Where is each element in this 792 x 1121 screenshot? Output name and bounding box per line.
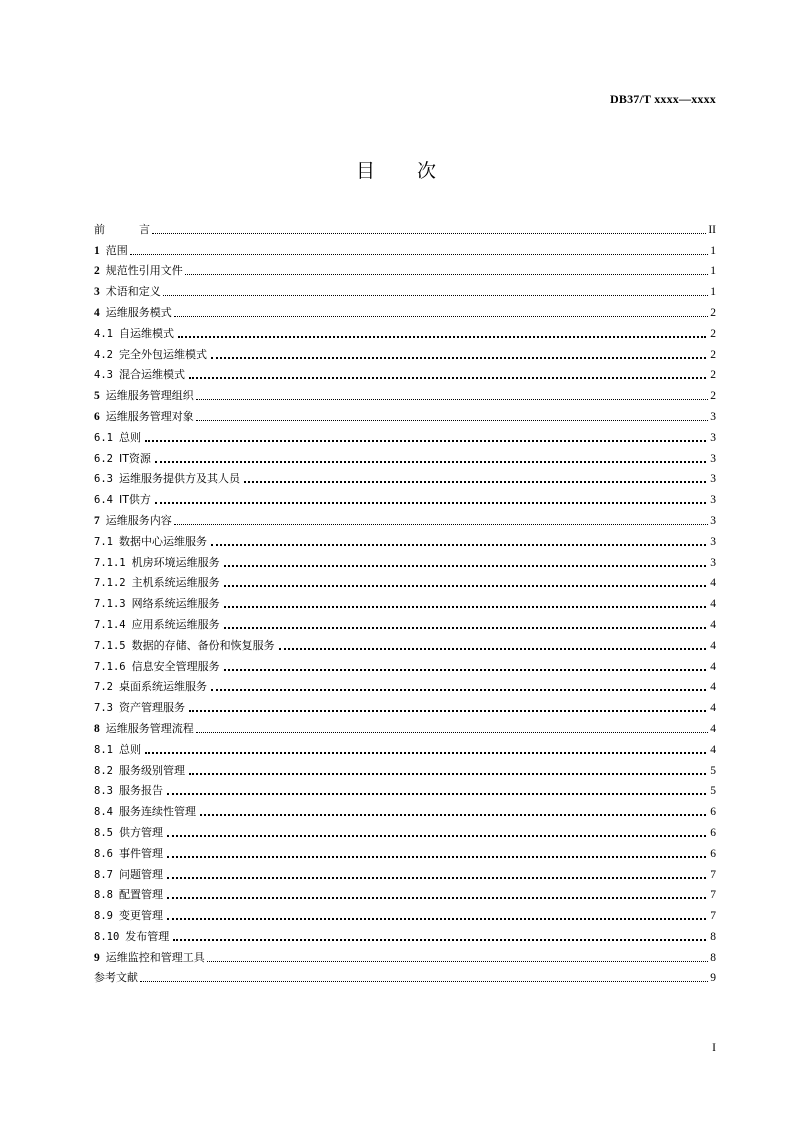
- toc-entry-title: 言: [139, 222, 150, 236]
- toc-entry-page: 6: [710, 806, 716, 819]
- dot-leader: [189, 710, 706, 712]
- toc-entry-number: 8.7: [94, 868, 113, 881]
- toc-entry-title: 运维服务模式: [105, 305, 172, 319]
- toc-entry-page: 8: [710, 951, 716, 964]
- toc-entry[interactable]: [94, 778, 716, 799]
- toc-entry-page: 7: [710, 910, 716, 923]
- toc-entry-page: 2: [710, 369, 716, 382]
- dot-leader: [155, 502, 706, 504]
- toc-entry-number: 8.4: [94, 806, 113, 819]
- dot-leader: [279, 648, 706, 650]
- toc-entry-label: [94, 804, 196, 819]
- dot-leader: [130, 254, 708, 255]
- toc-entry-label: [94, 763, 185, 778]
- toc-entry-number: 7.1.1: [94, 556, 126, 569]
- toc-entry-title: 主机系统运维服务: [131, 576, 220, 590]
- toc-entry-page: 4: [710, 618, 716, 631]
- toc-entry-page: 7: [710, 889, 716, 902]
- toc-entry[interactable]: [94, 216, 716, 237]
- toc-entry-number: 8.2: [94, 764, 113, 777]
- toc-entry-title: 网络系统运维服务: [131, 597, 220, 611]
- toc-entry[interactable]: [94, 570, 716, 591]
- dot-leader: [152, 233, 706, 234]
- toc-entry-number: 4: [94, 306, 100, 319]
- toc-entry-number: 1: [94, 244, 100, 257]
- toc-entry-label: [94, 430, 141, 445]
- toc-entry[interactable]: [94, 965, 716, 986]
- toc-entry-number: 8.1: [94, 743, 113, 756]
- toc-entry-page: 6: [710, 826, 716, 839]
- toc-entry-label: [94, 471, 240, 486]
- toc-entry[interactable]: [94, 258, 716, 279]
- toc-entry[interactable]: [94, 902, 716, 923]
- toc-entry-page: 2: [710, 327, 716, 340]
- toc-entry-page: 1: [710, 286, 716, 299]
- toc-entry-number: 6: [94, 410, 100, 423]
- toc-entry-label: [94, 555, 220, 570]
- dot-leader: [140, 981, 708, 982]
- dot-leader: [173, 939, 706, 941]
- dot-leader: [185, 274, 708, 275]
- toc-entry-number: 3: [94, 286, 100, 299]
- toc-entry-label: [94, 679, 207, 694]
- toc-entry-title: 规范性引用文件: [105, 264, 183, 278]
- toc-entry-label: [94, 409, 194, 424]
- toc-entry-label: [94, 388, 194, 403]
- toc-entry-title: 数据的存储、备份和恢复服务: [131, 638, 275, 652]
- toc-entry[interactable]: [94, 861, 716, 882]
- toc-entry[interactable]: [94, 757, 716, 778]
- toc-entry-label: [94, 721, 194, 736]
- toc-entry-title: 应用系统运维服务: [131, 617, 220, 631]
- toc-entry-title: IT资源: [118, 451, 151, 465]
- toc-entry-number: 4.3: [94, 369, 113, 382]
- dot-leader: [167, 793, 706, 795]
- toc-entry[interactable]: [94, 299, 716, 320]
- toc-entry-page: 2: [710, 348, 716, 361]
- toc-entry-page: 7: [710, 868, 716, 881]
- page-number: I: [712, 1042, 716, 1054]
- toc-entry-label: [94, 700, 185, 715]
- toc-entry[interactable]: [94, 715, 716, 736]
- toc-entry-page: 3: [710, 494, 716, 507]
- toc-entry[interactable]: [94, 278, 716, 299]
- toc-entry-page: 4: [710, 681, 716, 694]
- toc-entry-page: 1: [710, 265, 716, 278]
- toc-entry-title: 数据中心运维服务: [118, 534, 207, 548]
- toc-entry-label: [94, 950, 205, 965]
- toc-entry-label: [94, 846, 163, 861]
- toc-entry-page: II: [708, 223, 716, 236]
- toc-entry[interactable]: [94, 798, 716, 819]
- toc-entry-label: [94, 929, 169, 944]
- toc-entry-page: 4: [710, 577, 716, 590]
- toc-entry[interactable]: [94, 341, 716, 362]
- toc-entry-number: 5: [94, 390, 100, 403]
- toc-entry-title: 问题管理: [118, 867, 163, 881]
- toc-entry-title: 运维服务管理组织: [105, 389, 194, 403]
- toc-entry-page: 6: [710, 847, 716, 860]
- toc-entry-label: [94, 513, 172, 528]
- toc-entry[interactable]: [94, 424, 716, 445]
- toc-entry-label: [94, 887, 163, 902]
- toc-entry-page: 4: [710, 660, 716, 673]
- toc-entry[interactable]: [94, 632, 716, 653]
- toc-entry-label: [94, 867, 163, 882]
- toc-entry-title: 运维服务管理对象: [105, 409, 194, 423]
- toc-entry-label: [94, 326, 174, 341]
- toc-entry-label: [94, 617, 220, 632]
- toc-entry-title: 发布管理: [125, 929, 170, 943]
- toc-entry[interactable]: [94, 819, 716, 840]
- dot-leader: [167, 856, 706, 858]
- toc-entry[interactable]: [94, 549, 716, 570]
- toc-entry-title: 运维服务提供方及其人员: [118, 472, 240, 486]
- toc-entry-title: 信息安全管理服务: [131, 659, 220, 673]
- toc-entry-page: 3: [710, 473, 716, 486]
- toc-entry-page: 2: [710, 306, 716, 319]
- toc-entry-page: 5: [710, 785, 716, 798]
- dot-leader: [224, 606, 706, 608]
- toc-entry[interactable]: [94, 362, 716, 383]
- toc-entry-title: 配置管理: [118, 888, 163, 902]
- standard-code: DB37/T xxxx—xxxx: [610, 92, 716, 106]
- toc-entry[interactable]: [94, 923, 716, 944]
- toc-entry-title: 完全外包运维模式: [118, 347, 207, 361]
- toc-entry-label: [94, 367, 185, 382]
- toc-entry-number: 6.4: [94, 494, 113, 507]
- toc-entry[interactable]: [94, 882, 716, 903]
- toc-entry[interactable]: [94, 674, 716, 695]
- dot-leader: [211, 544, 706, 546]
- toc-entry-page: 4: [710, 722, 716, 735]
- dot-leader: [224, 669, 706, 671]
- toc-entry-number: 7.3: [94, 702, 113, 715]
- toc-entry-title: 桌面系统运维服务: [118, 680, 207, 694]
- toc-entry-page: 8: [710, 930, 716, 943]
- toc-entry-number: 8.3: [94, 785, 113, 798]
- toc-entry-label: [94, 638, 275, 653]
- toc-entry-page: 4: [710, 598, 716, 611]
- toc-entry-number: 8.10: [94, 930, 120, 943]
- toc-entry-page: 4: [710, 639, 716, 652]
- toc-entry-number: 7.1.2: [94, 577, 126, 590]
- toc-entry-label: [94, 908, 163, 923]
- toc-entry-title: 服务连续性管理: [118, 805, 196, 819]
- toc-entry-label: [94, 451, 151, 466]
- toc-entry-title: 事件管理: [118, 846, 163, 860]
- toc-entry-label: [94, 742, 141, 757]
- toc-entry-title: 范围: [105, 243, 128, 257]
- toc-entry-number: 7.1.3: [94, 598, 126, 611]
- toc-entry[interactable]: [94, 445, 716, 466]
- dot-leader: [211, 357, 706, 359]
- toc-entry-page: 3: [710, 431, 716, 444]
- toc-entry-page: 3: [710, 452, 716, 465]
- dot-leader: [196, 732, 708, 733]
- dot-leader: [145, 440, 706, 442]
- dot-leader: [211, 689, 706, 691]
- toc-entry-number: 7.2: [94, 681, 113, 694]
- toc-entry[interactable]: [94, 486, 716, 507]
- toc-entry-number: 9: [94, 951, 100, 964]
- toc-entry-title: 运维服务内容: [105, 513, 172, 527]
- toc-entry[interactable]: [94, 382, 716, 403]
- toc-entry-page: 4: [710, 743, 716, 756]
- toc-entry-title: 资产管理服务: [118, 701, 185, 715]
- toc-entry-number: 7: [94, 514, 100, 527]
- toc-entry-number: 4.1: [94, 327, 113, 340]
- dot-leader: [163, 295, 708, 296]
- dot-leader: [224, 585, 706, 587]
- toc-entry-number: 7.1.4: [94, 618, 126, 631]
- dot-leader: [155, 461, 706, 463]
- toc-entry-title: 机房环境运维服务: [131, 555, 220, 569]
- toc-entry-page: 4: [710, 702, 716, 715]
- toc-entry[interactable]: [94, 840, 716, 861]
- dot-leader: [167, 897, 706, 899]
- toc-entry-label: [94, 970, 138, 985]
- toc-entry[interactable]: [94, 611, 716, 632]
- toc-entry-number: 8.9: [94, 910, 113, 923]
- dot-leader: [174, 316, 708, 317]
- toc-entry[interactable]: [94, 466, 716, 487]
- dot-leader: [174, 524, 708, 525]
- toc-entry-title: 术语和定义: [105, 285, 161, 299]
- toc-entry-number: 7.1: [94, 535, 113, 548]
- toc-entry-page: 3: [710, 514, 716, 527]
- toc-entry-number: 6.1: [94, 431, 113, 444]
- toc-entry-label: [94, 284, 161, 299]
- toc-entry-label: [94, 596, 220, 611]
- toc-entry[interactable]: [94, 653, 716, 674]
- toc-entry-label: [94, 305, 172, 320]
- toc-entry-label: [94, 492, 151, 507]
- toc-entry[interactable]: [94, 507, 716, 528]
- toc-entry-label: [94, 659, 220, 674]
- toc-entry-number: 8: [94, 722, 100, 735]
- toc-entry-page: 9: [710, 972, 716, 985]
- toc-entry-title: 供方管理: [118, 825, 163, 839]
- dot-leader: [196, 420, 708, 421]
- toc-entry-page: 5: [710, 764, 716, 777]
- toc-entry-page: 3: [710, 556, 716, 569]
- toc-entry-label: [94, 263, 183, 278]
- dot-leader: [244, 481, 706, 483]
- toc-entry-label: [94, 347, 207, 362]
- toc-entry-label: [94, 575, 220, 590]
- toc-entry[interactable]: [94, 736, 716, 757]
- toc-entry-number: 前: [94, 222, 105, 236]
- toc-entry[interactable]: [94, 944, 716, 965]
- toc-entry-number: 2: [94, 265, 100, 278]
- toc-entry[interactable]: [94, 590, 716, 611]
- toc-entry-number: 8.6: [94, 847, 113, 860]
- toc-entry-page: 3: [710, 535, 716, 548]
- dot-leader: [178, 336, 706, 338]
- toc-entry-title: 混合运维模式: [118, 368, 185, 382]
- dot-leader: [196, 399, 708, 400]
- toc-entry-title: 服务级别管理: [118, 763, 185, 777]
- toc-entry-number: 6.3: [94, 473, 113, 486]
- dot-leader: [207, 961, 708, 962]
- table-of-contents: [94, 216, 716, 985]
- toc-entry[interactable]: [94, 694, 716, 715]
- toc-entry-label: [94, 222, 150, 237]
- toc-entry-number: 7.1.5: [94, 639, 126, 652]
- toc-entry-title: 总则: [118, 742, 141, 756]
- dot-leader: [189, 773, 706, 775]
- toc-entry-title: 服务报告: [118, 784, 163, 798]
- toc-entry-number: 8.5: [94, 826, 113, 839]
- dot-leader: [167, 877, 706, 879]
- page-title: 目 次: [355, 160, 437, 182]
- toc-entry-title: 变更管理: [118, 909, 163, 923]
- dot-leader: [200, 814, 706, 816]
- toc-entry-number: 6.2: [94, 452, 113, 465]
- toc-entry[interactable]: [94, 237, 716, 258]
- toc-entry-title: 运维服务管理流程: [105, 721, 194, 735]
- toc-entry-label: [94, 243, 128, 258]
- toc-entry[interactable]: [94, 320, 716, 341]
- dot-leader: [224, 565, 706, 567]
- toc-entry[interactable]: [94, 403, 716, 424]
- toc-entry[interactable]: [94, 528, 716, 549]
- toc-entry-label: [94, 534, 207, 549]
- dot-leader: [189, 377, 706, 379]
- dot-leader: [167, 918, 706, 920]
- toc-entry-number: 8.8: [94, 889, 113, 902]
- dot-leader: [224, 627, 706, 629]
- toc-entry-number: 7.1.6: [94, 660, 126, 673]
- toc-entry-page: 3: [710, 410, 716, 423]
- toc-entry-title: IT供方: [118, 493, 151, 507]
- dot-leader: [167, 835, 706, 837]
- toc-entry-title: 参考文献: [94, 971, 138, 985]
- toc-entry-page: 1: [710, 244, 716, 257]
- toc-entry-number: 4.2: [94, 348, 113, 361]
- toc-entry-title: 运维监控和管理工具: [105, 950, 205, 964]
- toc-entry-page: 2: [710, 390, 716, 403]
- toc-entry-title: 总则: [118, 430, 141, 444]
- toc-entry-label: [94, 783, 163, 798]
- toc-entry-label: [94, 825, 163, 840]
- toc-entry-title: 自运维模式: [118, 326, 174, 340]
- dot-leader: [145, 752, 706, 754]
